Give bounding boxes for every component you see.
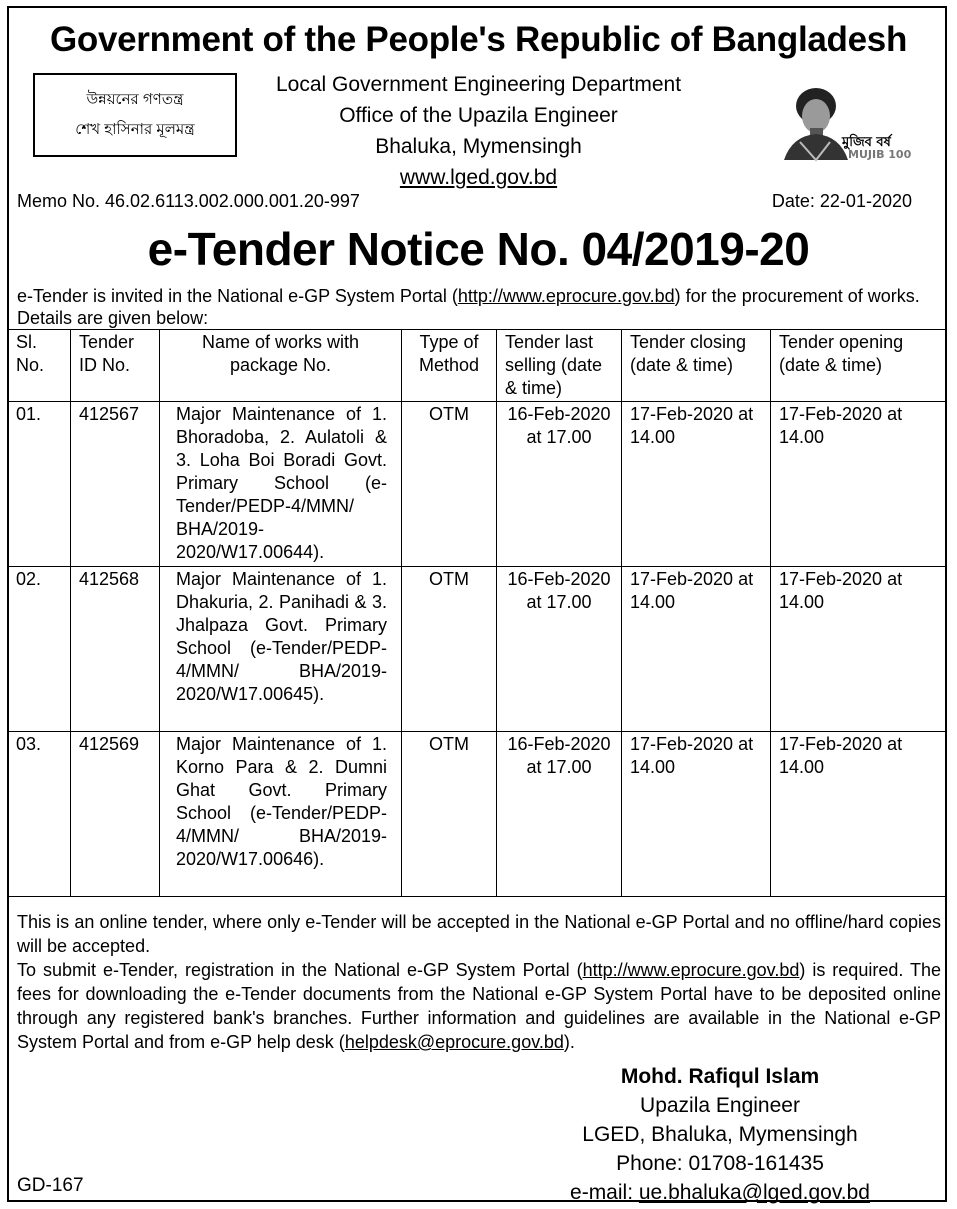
header-name-of-works: Name of works with package No. — [160, 330, 402, 402]
slogan-line-2: শেখ হাসিনার মূলমন্ত্র — [75, 121, 195, 138]
cell-tender-id: 412569 — [71, 732, 160, 897]
memo-date: Date: 22-01-2020 — [771, 191, 912, 211]
cell-name-of-works: Major Maintenance of 1. Bhoradoba, 2. Aulatoli & 3. Loha Boi Boradi Govt. Primary School (e-Tender/PEDP-4/MMN/ BHA/2019-2020/W17.00644). — [160, 402, 402, 567]
header-tender-id: Tender ID No. — [71, 330, 160, 402]
government-title: Government of the People's Republic of Bangladesh — [49, 20, 908, 59]
notice-title: e-Tender Notice No. 04/2019-20 — [147, 223, 810, 275]
cell-last-selling: 16-Feb-2020 at 17.00 — [497, 567, 622, 732]
notice-intro — [17, 285, 942, 329]
cell-closing: 17-Feb-2020 at 14.00 — [622, 732, 771, 897]
intro-text-end: ) for the procurement of works. Details are given below: — [17, 286, 920, 328]
mujib-100-emblem — [782, 82, 912, 162]
signature-block — [555, 1062, 885, 1207]
cell-opening: 17-Feb-2020 at 14.00 — [771, 402, 947, 567]
submission-instructions — [17, 958, 941, 1054]
signatory-email-link[interactable]: ue.bhaluka@lged.gov.bd — [638, 1181, 870, 1204]
cell-tender-id: 412568 — [71, 567, 160, 732]
table-header-row — [8, 330, 947, 402]
department-name: Local Government Engineering Department — [275, 73, 682, 96]
instructions-text-1: To submit e-Tender, registration in the National e-GP System Portal ( — [17, 960, 583, 980]
signatory-name: Mohd. Rafiqul Islam — [620, 1065, 820, 1088]
header-opening: Tender opening (date & time) — [771, 330, 947, 402]
cell-tender-id: 412567 — [71, 402, 160, 567]
intro-text: e-Tender is invited in the National e-GP System Portal ( — [17, 286, 458, 306]
cell-type: OTM — [402, 402, 497, 567]
slogan-line-1: উন্নয়নের গণতন্ত্র — [86, 91, 184, 108]
signatory-designation: Upazila Engineer — [640, 1094, 800, 1117]
table-row — [8, 732, 947, 897]
cell-name-of-works: Major Maintenance of 1. Korno Para & 2. Dumni Ghat Govt. Primary School (e-Tender/PEDP-4/MMN/ BHA/2019-2020/W17.00646). — [160, 732, 402, 897]
tender-table — [7, 329, 947, 897]
header-last-selling: Tender last selling (date & time) — [497, 330, 622, 402]
online-tender-note: This is an online tender, where only e-Tender will be accepted in the National e-GP Portal and no offline/hard copies will be accepted. — [17, 912, 941, 956]
instructions-text-2: ) is required. The fees for downloading the e-Tender documents from the National e-GP System Portal have to be deposited online through any registered bank's branches. Further information and guidelines are available in the National e-GP System Portal and from e-GP help desk ( — [17, 960, 942, 1052]
gd-code: GD-167 — [17, 1175, 84, 1196]
cell-opening: 17-Feb-2020 at 14.00 — [771, 567, 947, 732]
cell-last-selling: 16-Feb-2020 at 17.00 — [497, 402, 622, 567]
eprocure-link-2[interactable]: http://www.eprocure.gov.bd — [582, 960, 800, 980]
website-link[interactable]: www.lged.gov.bd — [399, 166, 558, 189]
table-row — [8, 567, 947, 732]
cell-type: OTM — [402, 732, 497, 897]
cell-closing: 17-Feb-2020 at 14.00 — [622, 567, 771, 732]
cell-sl: 03. — [8, 732, 71, 897]
emblem-text-bn: মুজিব বর্ষ — [842, 135, 891, 150]
cell-sl: 01. — [8, 402, 71, 567]
header-closing: Tender closing (date & time) — [622, 330, 771, 402]
office-location: Bhaluka, Mymensingh — [375, 135, 582, 158]
office-name: Office of the Upazila Engineer — [339, 104, 618, 127]
cell-name-of-works: Major Maintenance of 1. Dhakuria, 2. Panihadi & 3. Jhalpaza Govt. Primary School (e-Tender/PEDP-4/MMN/ BHA/2019-2020/W17.00645). — [160, 567, 402, 732]
cell-opening: 17-Feb-2020 at 14.00 — [771, 732, 947, 897]
signatory-phone: Phone: 01708-161435 — [616, 1152, 824, 1175]
cell-type: OTM — [402, 567, 497, 732]
eprocure-link[interactable]: http://www.eprocure.gov.bd — [457, 286, 675, 306]
cell-sl: 02. — [8, 567, 71, 732]
memo-number: Memo No. 46.02.6113.002.000.001.20-997 — [17, 191, 360, 211]
header-sl: Sl. No. — [8, 330, 71, 402]
cell-last-selling: 16-Feb-2020 at 17.00 — [497, 732, 622, 897]
signatory-email-line — [555, 1178, 885, 1207]
office-block — [250, 69, 707, 193]
header-type-of-method: Type of Method — [402, 330, 497, 402]
table-row — [8, 402, 947, 567]
slogan-box — [33, 73, 237, 157]
cell-closing: 17-Feb-2020 at 14.00 — [622, 402, 771, 567]
helpdesk-email-link[interactable]: helpdesk@eprocure.gov.bd — [344, 1032, 564, 1052]
signatory-office: LGED, Bhaluka, Mymensingh — [582, 1123, 858, 1146]
email-label: e-mail: — [570, 1181, 639, 1204]
instructions-text-3: ). — [563, 1032, 575, 1052]
emblem-text-en: MUJIB 100 — [848, 148, 912, 161]
